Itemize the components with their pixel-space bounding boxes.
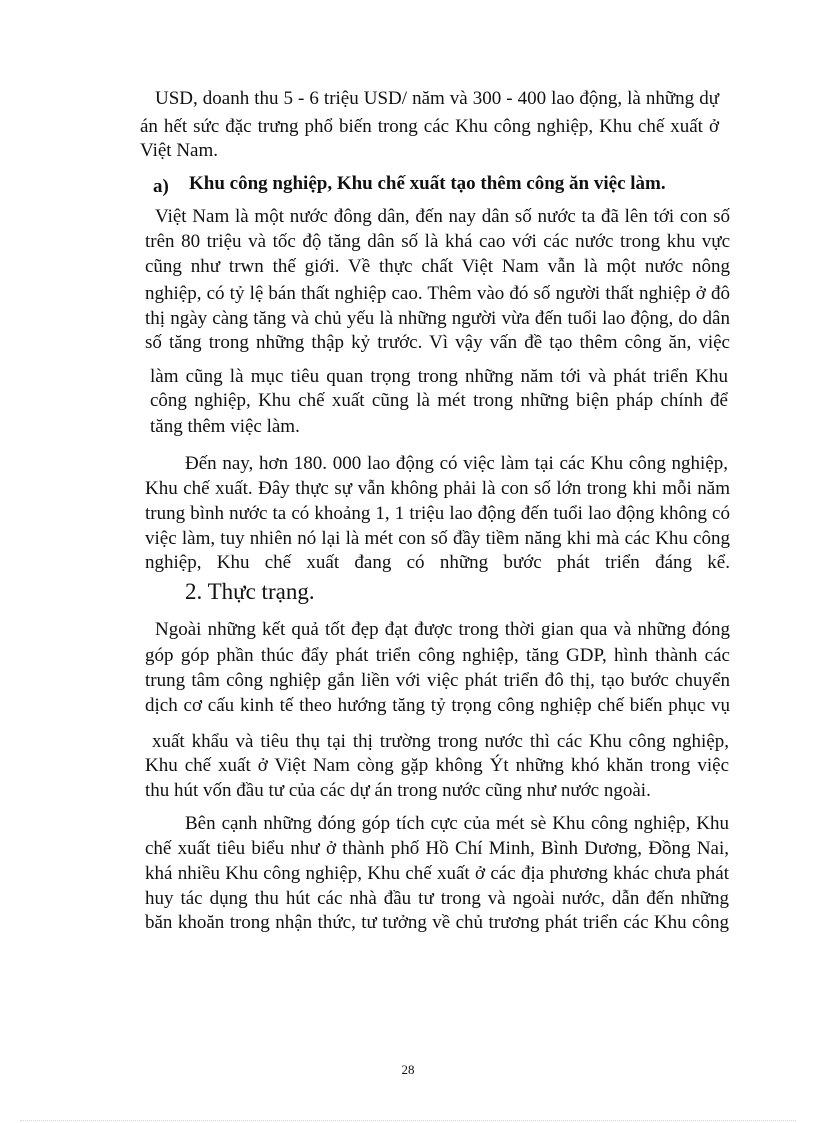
paragraph-line: góp góp phần thúc đẩy phát triển công nghiệp, tăng GDP, hình thành các bbox=[145, 645, 730, 666]
paragraph-line: cũng như trwn thế giới. Về thực chất Việt Nam vẫn là một nước nông bbox=[145, 256, 730, 277]
paragraph-line: án hết sức đặc trưng phổ biến trong các Khu công nghiệp, Khu chế xuất ở bbox=[140, 116, 719, 137]
paragraph-line: công nghiệp, Khu chế xuất cũng là mét trong những biện pháp chính để bbox=[150, 390, 728, 411]
paragraph-line: số tăng trong những thập kỷ trước. Vì vậy vấn đề tạo thêm công ăn, việc bbox=[145, 332, 730, 353]
paragraph-line: băn khoăn trong nhận thức, tư tưởng về chủ trương phát triển các Khu công bbox=[145, 912, 729, 933]
subsection-marker: a) bbox=[153, 176, 169, 197]
paragraph-line: Khu chế xuất. Đây thực sự vẫn không phải là con số lớn trong khi mỗi năm bbox=[145, 478, 730, 499]
paragraph-line: nghiệp, Khu chế xuất đang có những bước phát triển đáng kể. bbox=[145, 552, 730, 573]
paragraph-line: thị ngày càng tăng và chủ yếu là những người vừa đến tuổi lao động, do dân bbox=[145, 308, 730, 329]
paragraph-line: chế xuất tiêu biểu như ở thành phố Hồ Chí Minh, Bình Dương, Đồng Nai, bbox=[145, 838, 729, 859]
paragraph-line: trên 80 triệu và tốc độ tăng dân số là khá cao với các nước trong khu vực bbox=[145, 231, 730, 252]
paragraph-line: Bên cạnh những đóng góp tích cực của mét sè Khu công nghiệp, Khu bbox=[185, 813, 729, 834]
paragraph-line: Ngoài những kết quả tốt đẹp đạt được trong thời gian qua và những đóng bbox=[155, 619, 730, 640]
subsection-heading bbox=[153, 172, 666, 196]
paragraph-line: USD, doanh thu 5 - 6 triệu USD/ năm và 300 - 400 lao động, là những dự bbox=[155, 88, 719, 109]
paragraph-line: Khu chế xuất ở Việt Nam còng gặp không Ýt những khó khăn trong việc bbox=[145, 755, 729, 776]
subsection-title: Khu công nghiệp, Khu chế xuất tạo thêm công ăn việc làm. bbox=[189, 173, 666, 194]
paragraph-line: nghiệp, có tỷ lệ bán thất nghiệp cao. Thêm vào đó số người thất nghiệp ở đô bbox=[145, 283, 730, 304]
page-number: 28 bbox=[401, 1062, 415, 1077]
paragraph-line: khá nhiều Khu công nghiệp, Khu chế xuất ở các địa phương khác chưa phát bbox=[145, 863, 729, 884]
paragraph-line: Việt Nam. bbox=[140, 140, 219, 161]
section-heading: 2. Thực trạng. bbox=[185, 579, 315, 604]
paragraph-line: làm cũng là mục tiêu quan trọng trong những năm tới và phát triển Khu bbox=[150, 366, 728, 387]
paragraph-line: dịch cơ cấu kinh tế theo hướng tăng tỷ trọng công nghiệp chế biến phục vụ bbox=[145, 695, 730, 716]
paragraph-line: tăng thêm việc làm. bbox=[150, 416, 300, 437]
paragraph-line: trung tâm công nghiệp gắn liền với việc phát triển đô thị, tạo bước chuyển bbox=[145, 670, 730, 691]
paragraph-line: thu hút vốn đầu tư của các dự án trong nước cũng như nước ngoài. bbox=[145, 780, 651, 801]
paragraph-line: trung bình nước ta có khoảng 1, 1 triệu lao động đến tuổi lao động không có bbox=[145, 503, 730, 524]
paragraph-line: việc làm, tuy nhiên nó lại là mét con số đầy tiềm năng khi mà các Khu công bbox=[145, 528, 730, 549]
paragraph-line: Đến nay, hơn 180. 000 lao động có việc làm tại các Khu công nghiệp, bbox=[185, 453, 728, 474]
paragraph-line: Việt Nam là một nước đông dân, đến nay dân số nước ta đã lên tới con số bbox=[155, 206, 730, 227]
page-bottom-divider bbox=[20, 1120, 796, 1121]
paragraph-line: huy tác dụng thu hút các nhà đầu tư trong và ngoài nước, dẫn đến những bbox=[145, 888, 729, 909]
paragraph-line: xuất khẩu và tiêu thụ tại thị trường trong nước thì các Khu công nghiệp, bbox=[152, 731, 729, 752]
